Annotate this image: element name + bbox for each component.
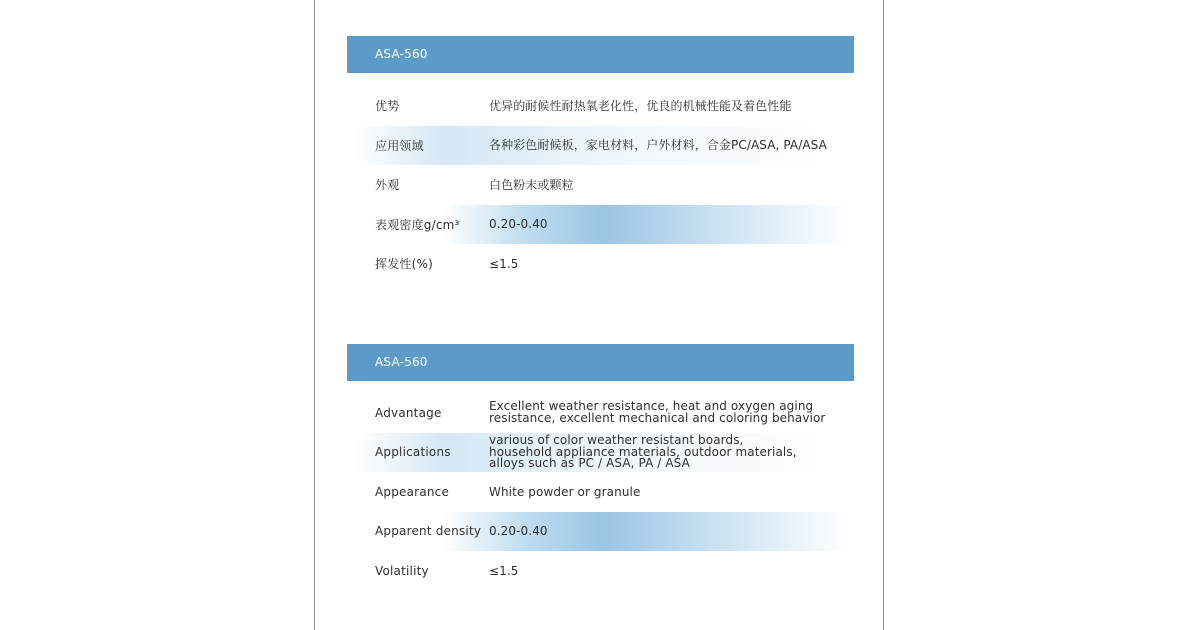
row-value: White powder or granule [489,484,641,499]
table-row [355,512,850,552]
property-table-chinese [355,86,850,284]
table-row [355,126,850,166]
table-row [355,551,850,591]
row-label: Apparent density [375,524,482,539]
table-row [355,205,850,245]
table-row [355,165,850,205]
table-row [355,433,850,473]
section-header-english [347,344,854,381]
row-label: Applications [375,445,451,460]
row-value: various of color weather resistant boards, household appliance materials, outdoor materials, alloys such as PC / ASA, PA / ASA [489,433,797,470]
section-title: ASA-560 [375,355,428,369]
section-title: ASA-560 [375,47,428,61]
property-table-english [355,393,850,591]
row-label: Volatility [375,563,429,578]
row-value: Excellent weather resistance, heat and oxygen aging resistance, excellent mechanical and coloring behavior [489,399,826,425]
row-value: 各种彩色耐候板，家电材料，户外材料，合金PC/ASA, PA/ASA [489,138,827,153]
row-label: 外观 [375,178,400,193]
row-value: 白色粉末或颗粒 [489,177,574,192]
row-label: 挥发性(%) [375,257,433,272]
datasheet-page [314,0,884,630]
row-value: 优异的耐候性耐热氧老化性，优良的机械性能及着色性能 [489,98,792,113]
row-label: Appearance [375,484,450,499]
row-label: 应用领域 [375,138,424,153]
table-row [355,86,850,126]
table-row [355,472,850,512]
row-label: 表观密度g/cm³ [375,217,460,232]
section-header-chinese [347,36,854,73]
row-value: ≤1.5 [489,256,519,271]
row-value: 0.20-0.40 [489,524,548,539]
table-row [355,393,850,433]
row-label: Advantage [375,405,442,420]
row-value: ≤1.5 [489,563,519,578]
row-value: 0.20-0.40 [489,217,548,232]
row-label: 优势 [375,99,400,114]
table-row [355,244,850,284]
